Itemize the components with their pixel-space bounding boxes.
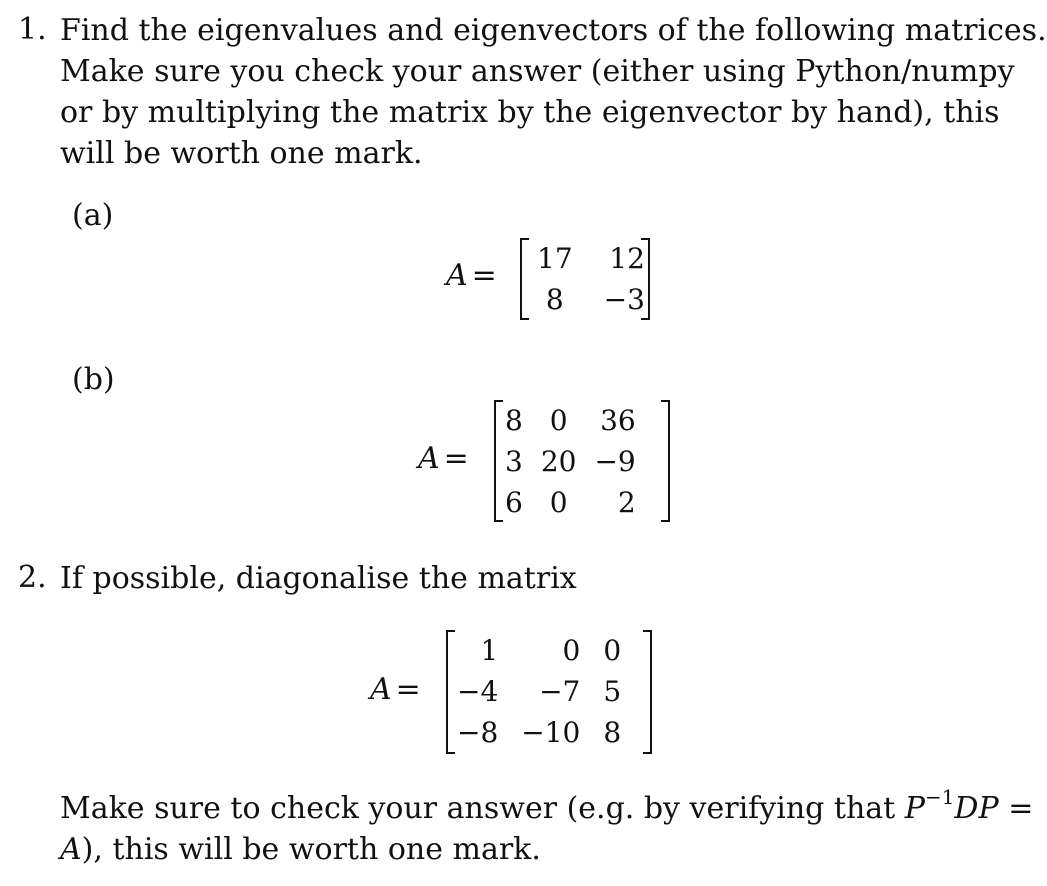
matrix-2-left-bracket [446, 630, 455, 754]
matrix-2 [446, 630, 652, 754]
check-matrix-a: A [60, 832, 82, 867]
part-a-variable: A [446, 258, 468, 293]
part-b-equals: = [443, 441, 469, 476]
matrix-2-cell: −10 [521, 716, 581, 749]
matrix-a-cell: −3 [603, 283, 645, 316]
matrix-b-cell: 36 [600, 404, 636, 437]
matrix-b-left-bracket [494, 400, 503, 522]
question-2-lhs [370, 672, 421, 707]
part-a-lhs [446, 258, 497, 293]
matrix-2-cell: 0 [603, 634, 622, 667]
question-1-number: 1. [18, 12, 47, 47]
question-2-equals: = [395, 672, 421, 707]
matrix-2-cell: −8 [457, 716, 499, 749]
part-b-lhs [418, 441, 469, 476]
matrix-2-right-bracket [643, 630, 652, 754]
matrix-2-cell: −4 [457, 675, 499, 708]
matrix-2-cell: 0 [562, 634, 581, 667]
matrix-b [494, 400, 670, 522]
question-2-text: If possible, diagonalise the matrix [60, 561, 577, 596]
matrix-a-cell: 12 [609, 242, 645, 275]
matrix-a-cell: 17 [537, 242, 573, 275]
question-1-line-3: or by multiplying the matrix by the eigenvector by hand), this [60, 95, 1000, 130]
check-inverse-superscript: −1 [924, 785, 955, 809]
matrix-b-cell: 8 [505, 404, 523, 437]
matrix-b-cell: 0 [549, 404, 568, 437]
matrix-b-cell: 6 [505, 486, 523, 519]
matrix-b-cell: 20 [540, 445, 577, 478]
matrix-2-cell: 5 [603, 675, 622, 708]
matrix-b-right-bracket [661, 400, 670, 522]
question-2-number: 2. [18, 560, 47, 595]
part-a-label: (a) [72, 198, 114, 233]
matrix-a-right-bracket [641, 238, 650, 320]
check-line-1-prefix: Make sure to check your answer (e.g. by verifying that [60, 791, 905, 826]
part-b-label: (b) [72, 362, 115, 397]
matrix-a [520, 238, 650, 320]
matrix-a-cell: 8 [545, 283, 564, 316]
matrix-2-cell: −7 [539, 675, 581, 708]
matrix-b-cell: 0 [549, 486, 568, 519]
question-1-line-1: Find the eigenvalues and eigenvectors of the following matrices. [60, 13, 1047, 48]
matrix-b-cell: −9 [594, 445, 636, 478]
question-2-check-text [60, 785, 1034, 870]
part-a-equals: = [471, 258, 497, 293]
check-line-2 [60, 829, 1033, 870]
question-2-variable: A [370, 672, 392, 707]
part-b-variable: A [418, 441, 440, 476]
matrix-2-cell: 1 [480, 634, 499, 667]
matrix-b-cell: 2 [617, 486, 636, 519]
check-line-2-suffix: ), this will be worth one mark. [81, 832, 541, 867]
check-line-1 [60, 785, 1034, 829]
matrix-b-cell: 3 [505, 445, 523, 478]
check-line-1-suffix: = [998, 791, 1034, 826]
question-1-line-4: will be worth one mark. [60, 136, 423, 171]
question-1-line-2: Make sure you check your answer (either using Python/numpy [60, 54, 1015, 89]
check-matrix-p: P [904, 791, 925, 826]
matrix-a-left-bracket [520, 238, 529, 320]
check-matrix-dp: DP [954, 791, 999, 826]
question-1-text [60, 10, 1047, 174]
matrix-2-cell: 8 [603, 716, 622, 749]
